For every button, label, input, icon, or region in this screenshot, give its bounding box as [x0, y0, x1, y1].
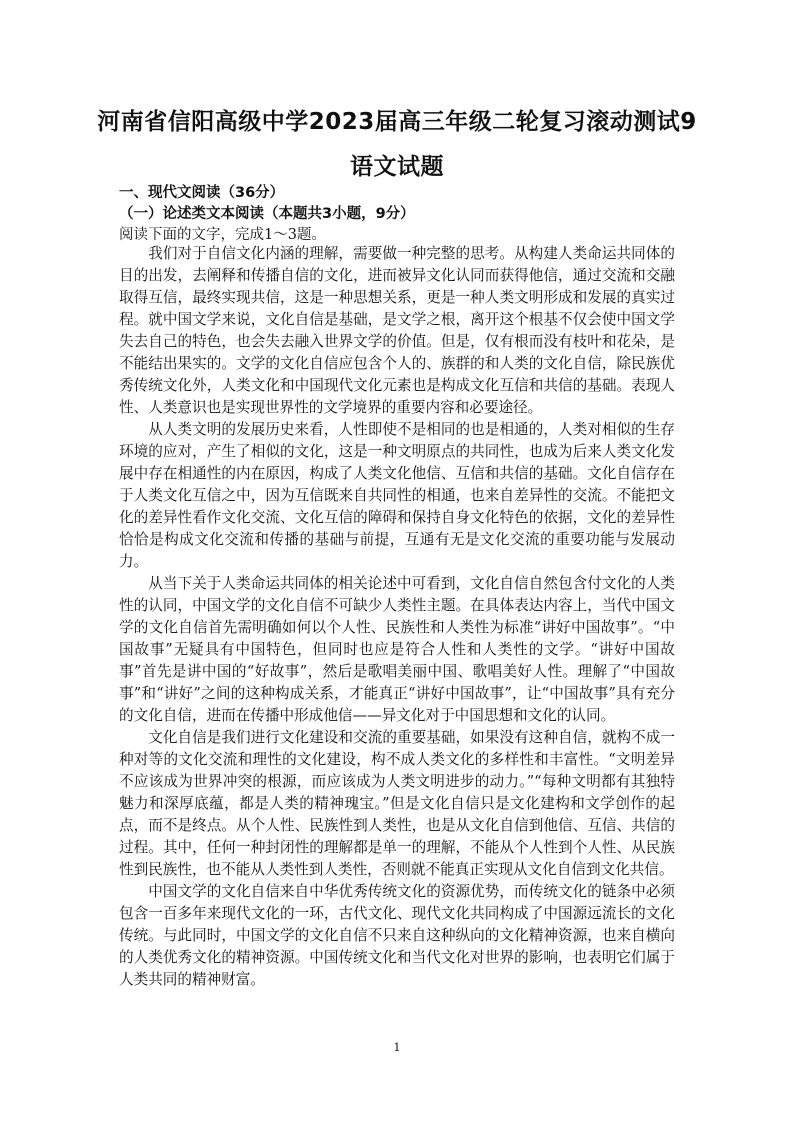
section-heading: 一、现代文阅读（36分）: [119, 185, 285, 201]
paragraph: 我们对于自信文化内涵的理解，需要做一种完整的思考。从构建人类命运共同体的目的出发，去阐释和传播自信的文化，进而被异文化认同而获得他信，通过交流和交融取得互信，最终实现共信，这是一种思想关系，更是一种人类文明形成和发展的真实过程。就中国文学来说，文化自信是基础，是文学之根，离开这个根基不仅会使中国文学失去自己的特色，也会失去融入世界文学的价值。但是，仅有根而没有枝叶和花朵，是不能结出果实的。文学的文化自信应包含个人的、族群的和人类的文化自信，除民族优秀传统文化外，人类文化和中国现代文化元素也是构成文化互信和共信的基础。表现人性、人类意识也是实现世界性的文学境界的重要内容和必要途径。: [119, 245, 675, 416]
paragraph: 从人类文明的发展历史来看，人性即使不是相同的也是相通的，人类对相似的生存环境的应对，产生了相似的文化，这是一种文明原点的共同性，也成为后来人类文化发展中存在相通性的内在原因，构成了人类文化他信、互信和共信的基础。文化自信存在于人类文化互信之中，因为互信既来自共同性的相通，也来自差异性的交流。不能把文化的差异性看作文化交流、文化互信的障碍和保持自身文化特色的依据，文化的差异性恰恰是构成文化交流和传播的基础与前提，互通有无是文化交流的重要功能与发展动力。: [119, 421, 675, 570]
paragraph: 中国文学的文化自信来自中华优秀传统文化的资源优势，而传统文化的链条中必须包含一百多年来现代文化的一环，古代文化、现代文化共同构成了中国源远流长的文化传统。与此同时，中国文学的文化自信不只来自这种纵向的文化精神资源，也来自横向的人类优秀文化的精神资源。中国传统文化和当代文化对世界的影响，也表明它们属于人类共同的精神财富。: [119, 883, 675, 988]
document-title: 河南省信阳高级中学2023届高三年级二轮复习滚动测试9: [97, 109, 697, 135]
reading-instruction: 阅读下面的文字，完成1～3题。: [119, 227, 326, 243]
document-subtitle: 语文试题: [350, 154, 444, 180]
paragraph: 从当下关于人类命运共同体的相关论述中可看到，文化自信自然包含付文化的人类性的认同，中国文学的文化自信不可缺少人类性主题。在具体表达内容上，当代中国文学的文化自信首先需明确如何以个人性、民族性和人类性为标准“讲好中国故事”。“中国故事”无疑具有中国特色，但同时也应是符合人性和人类性的文学。“讲好中国故事”首先是讲中国的“好故事”，然后是歌唱美丽中国、歌唱美好人性。理解了“中国故事”和“讲好”之间的这种构成关系，才能真正“讲好中国故事”，让“中国故事”具有充分的文化自信，进而在传播中形成他信——异文化对于中国思想和文化的认同。: [119, 575, 675, 724]
article-body: [119, 243, 675, 991]
page-number: 1: [393, 1041, 401, 1054]
subsection-heading: （一）论述类文本阅读（本题共3小题，9分）: [119, 206, 415, 222]
paragraph: 文化自信是我们进行文化建设和交流的重要基础，如果没有这种自信，就构不成一种对等的文化交流和理性的文化建设，构不成人类文化的多样性和丰富性。“文明差异不应该成为世界冲突的根源，而应该成为人类文明进步的动力。”“每种文明都有其独特魅力和深厚底蕴，都是人类的精神瑰宝。”但是文化自信只是文化建构和文学创作的起点，而不是终点。从个人性、民族性到人类性，也是从文化自信到他信、互信、共信的过程。其中，任何一种封闭性的理解都是单一的理解，不能从个人性到个人性、从民族性到民族性，也不能从人类性到人类性，否则就不能真正实现从文化自信到文化共信。: [119, 729, 675, 878]
